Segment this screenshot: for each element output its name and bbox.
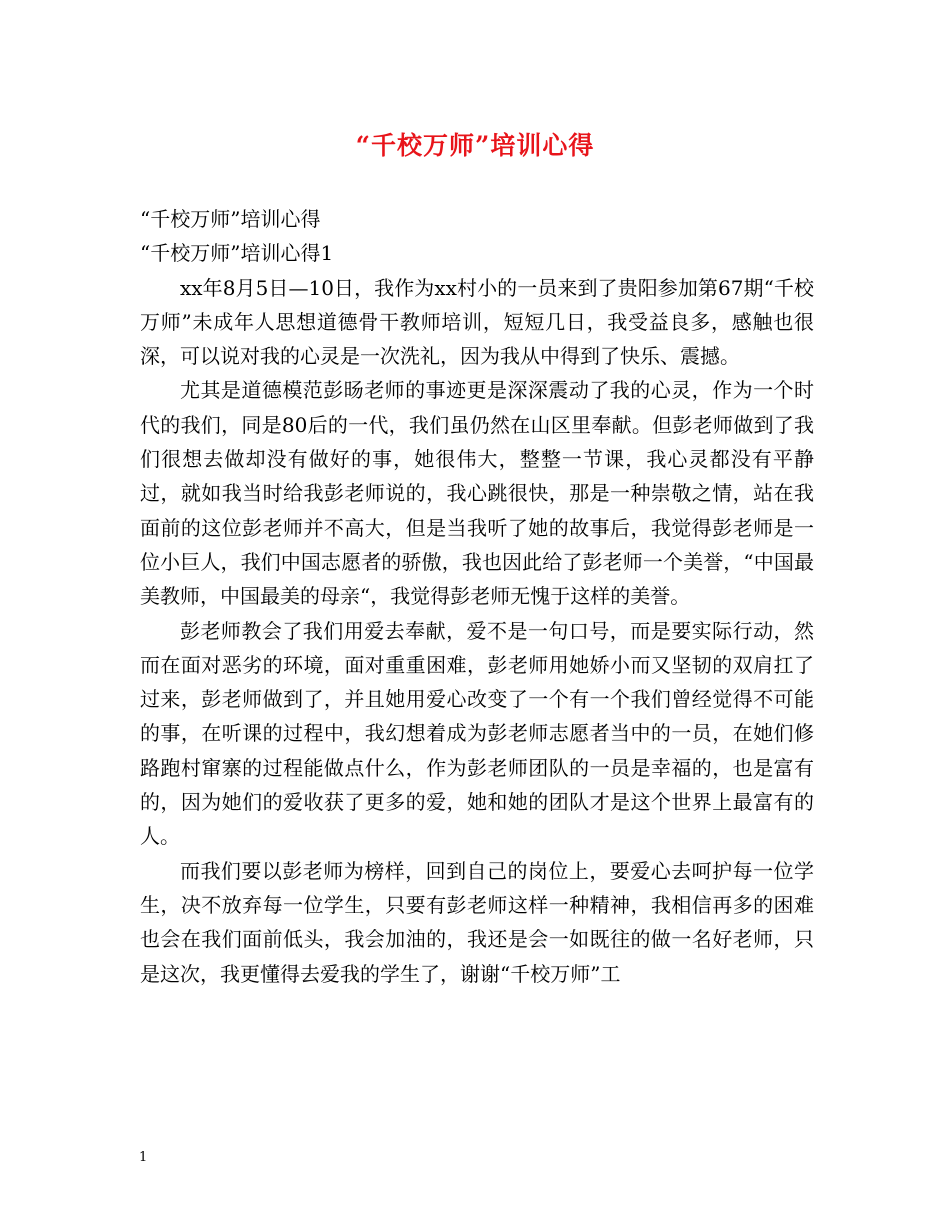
paragraph-4: 而我们要以彭老师为榜样，回到自己的岗位上，要爱心去呵护每一位学生，决不放弃每一位学生，只要有彭老师这样一种精神，我相信再多的困难也会在我们面前低头，我会加油的，我还是会一如既往的做一名好老师，只是这次，我更懂得去爱我的学生了，谢谢“千校万师”工 bbox=[140, 858, 814, 986]
paragraph-2: 尤其是道德模范彭旸老师的事迹更是深深震动了我的心灵，作为一个时代的我们，同是80后的一代，我们虽仍然在山区里奉献。但彭老师做到了我们很想去做却没有做好的事，她很伟大，整整一节课，我心灵都没有平静过，就如我当时给我彭老师说的，我心跳很快，那是一种崇敬之情，站在我面前的这位彭老师并不高大，但是当我听了她的故事后，我觉得彭老师是一位小巨人，我们中国志愿者的骄傲，我也因此给了彭老师一个美誉，“中国最美教师，中国最美的母亲“，我觉得彭老师无愧于这样的美誉。 bbox=[140, 378, 814, 609]
paragraph-1: xx年8月5日—10日，我作为xx村小的一员来到了贵阳参加第67期“千校万师”未成年人思想道德骨干教师培训，短短几日，我受益良多，感触也很深，可以说对我的心灵是一次洗礼，因为我从中得到了快乐、震撼。 bbox=[140, 275, 814, 369]
document-title: “千校万师”培训心得 bbox=[355, 131, 595, 160]
heading-line: “千校万师”培训心得 bbox=[140, 207, 321, 231]
page-number: 1 bbox=[139, 1150, 148, 1165]
subheading-line: “千校万师”培训心得1 bbox=[140, 241, 334, 266]
paragraph-3: 彭老师教会了我们用爱去奉献，爱不是一句口号，而是要实际行动，然而在面对恶劣的环境，面对重重困难，彭老师用她娇小而又坚韧的双肩扛了过来，彭老师做到了，并且她用爱心改变了一个有一个我们曾经觉得不可能的事，在听课的过程中，我幻想着成为彭老师志愿者当中的一员，在她们修路跑村窜寨的过程能做点什么，作为彭老师团队的一员是幸福的，也是富有的，因为她们的爱收获了更多的爱，她和她的团队才是这个世界上最富有的人。 bbox=[140, 618, 814, 849]
document-body bbox=[140, 202, 814, 991]
